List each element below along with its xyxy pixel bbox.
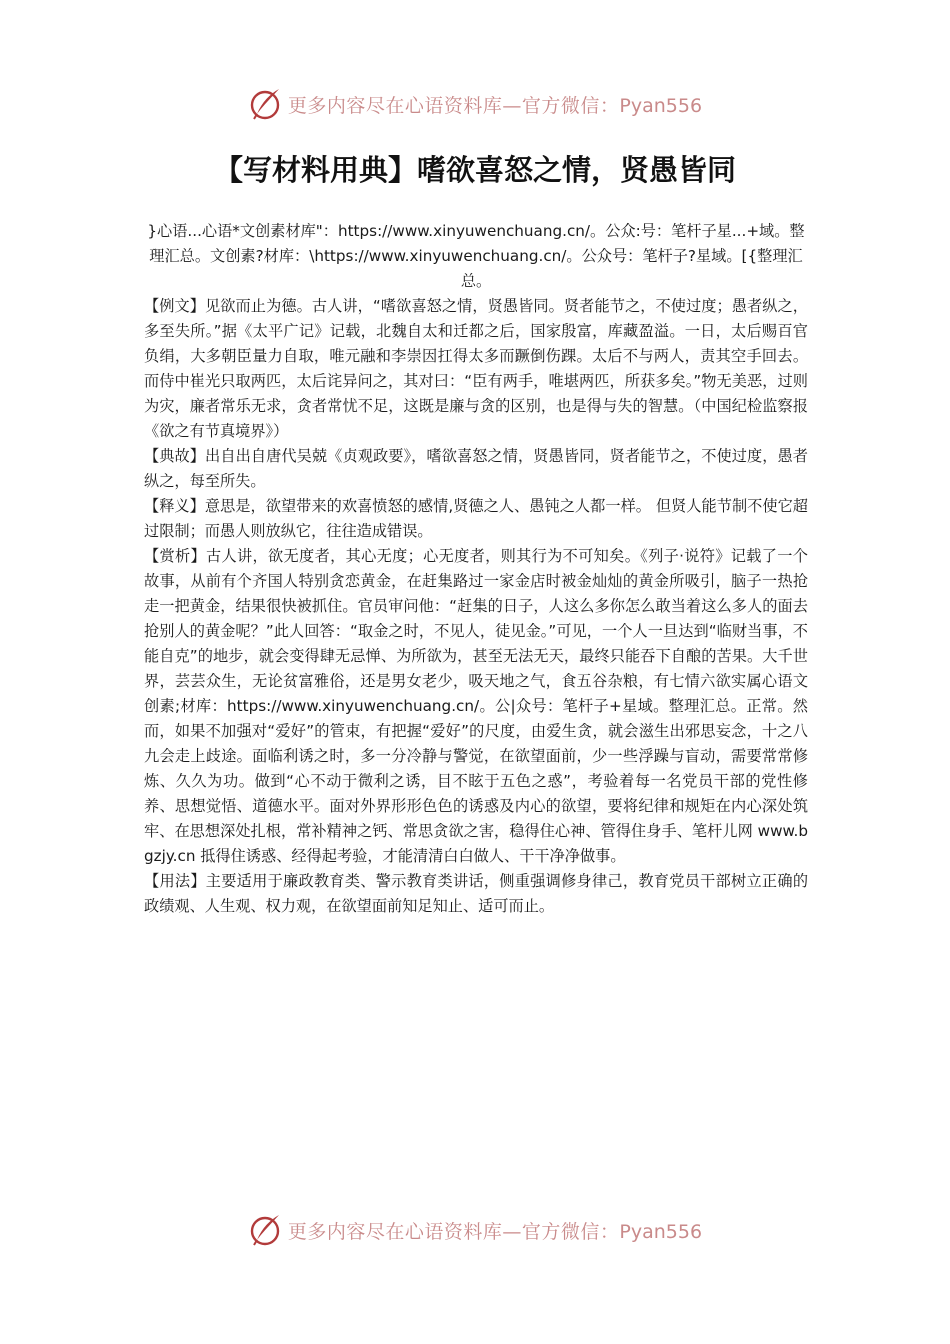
- watermark-text: 更多内容尽在心语资料库—官方微信：Pyan556: [287, 94, 703, 117]
- header-watermark: [0, 82, 950, 126]
- paragraph-usage: 【用法】主要适用于廉政教育类、警示教育类讲话，侧重强调修身律己，教育党员干部树立正确的政绩观、人生观、权力观，在欲望面前知足知止、适可而止。: [144, 872, 808, 915]
- wechat-id: Pyan556: [619, 1220, 703, 1243]
- article-body: [144, 219, 808, 919]
- paragraph-source: 【典故】出自出自唐代吴兢《贞观政要》，嗜欲喜怒之情，贤愚皆同，贤者能节之，不使过度，愚者纵之，每至所失。: [144, 447, 808, 490]
- wechat-id: Pyan556: [619, 94, 703, 117]
- quill-logo-icon: [248, 86, 284, 122]
- watermark-text: 更多内容尽在心语资料库—官方微信：Pyan556: [287, 1220, 703, 1243]
- paragraph-meaning: 【释义】意思是，欲望带来的欢喜愤怒的感情,贤德之人、愚钝之人都一样。 但贤人能节制不使它超过限制；而愚人则放纵它，往往造成错误。: [144, 497, 808, 540]
- paragraph-analysis: 【赏析】古人讲，欲无度者，其心无度；心无度者，则其行为不可知矣。《列子·说符》记载了一个故事，从前有个齐国人特别贪恋黄金，在赶集路过一家金店时被金灿灿的黄金所吸引，脑子一热抢走一把黄金，结果很快被抓住。官员审问他：“赶集的日子，人这么多你怎么敢当着这么多人的面去抢别人的黄金呢？”此人回答：“取金之时，不见人，徒见金。”可见，一个人一旦达到“临财当事，不能自克”的地步，就会变得肆无忌惮、为所欲为，甚至无法无天，最终只能吞下自酿的苦果。大千世界，芸芸众生，无论贫富雅俗，还是男女老少，吸天地之气，食五谷杂粮，有七情六欲实属心语文创素;材库：https://www.xinyuwenchuang.cn/。公|众号：笔杆子+星域。整理汇总。正常。然而，如果不加强对“爱好”的管束，有把握“爱好”的尺度，由爱生贪，就会滋生出邪思妄念，十之八九会走上歧途。面临利诱之时，多一分冷静与警觉，在欲望面前，少一些浮躁与盲动，需要常常修炼、久久为功。做到“心不动于微利之诱，目不眩于五色之惑”，考验着每一名党员干部的党性修养、思想觉悟、道德水平。面对外界形形色色的诱惑及内心的欲望，要将纪律和规矩在内心深处筑牢、在思想深处扎根，常补精神之钙、常思贪欲之害，稳得住心神、管得住身手、笔杆儿网 www.bgzjy.cn 抵得住诱惑、经得起考验，才能清清白白做人、干干净净做事。: [144, 547, 808, 865]
- intro-paragraph: }心语...心语*文创素材库"：https://www.xinyuwenchuang.cn/。公众:号：笔杆子星...+域。整理汇总。文创素?材库：\https://www.xinyuwenchuang.cn/。公众号：笔杆子?星域。[{整理汇总。: [147, 222, 805, 290]
- footer-watermark: [0, 1208, 950, 1252]
- paragraph-example: 【例文】见欲而止为德。古人讲，“嗜欲喜怒之情，贤愚皆同。贤者能节之，不使过度；愚者纵之，多至失所。”据《太平广记》记载，北魏自太和迁都之后，国家殷富，库藏盈溢。一日，太后赐百官负绢，大多朝臣量力自取，唯元融和李崇因扛得太多而蹶倒伤踝。太后不与两人，责其空手回去。而侍中崔光只取两匹，太后诧异问之，其对曰：“臣有两手，唯堪两匹，所获多矣。”物无美恶，过则为灾，廉者常乐无求，贪者常忧不足，这既是廉与贪的区别，也是得与失的智慧。（中国纪检监察报《欲之有节真境界》）: [144, 297, 808, 440]
- page-title: 【写材料用典】嗜欲喜怒之情，贤愚皆同: [213, 153, 736, 187]
- quill-logo-icon: [248, 1212, 284, 1248]
